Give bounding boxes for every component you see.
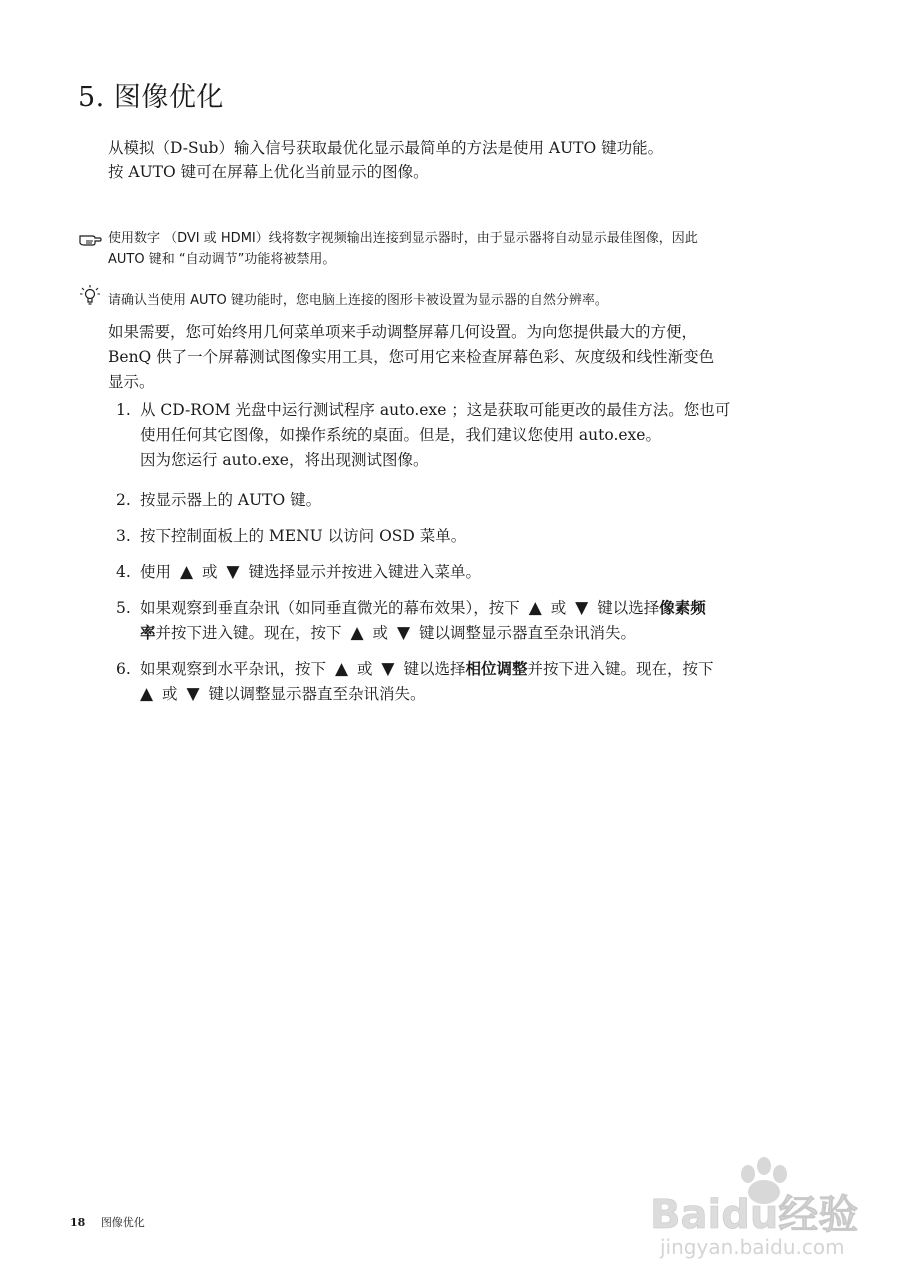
step-text: 如果观察到垂直杂讯（如同垂直微光的幕布效果），按下: [140, 599, 520, 617]
step-text: 键以调整显示器直至杂讯消失。: [418, 624, 636, 642]
up-arrow-icon: ▲: [350, 623, 364, 643]
up-arrow-icon: ▲: [528, 598, 542, 618]
paragraph-line: 显示。: [108, 373, 155, 391]
down-arrow-icon: ▼: [396, 623, 411, 643]
step-number: 2.: [116, 491, 131, 509]
pointing-hand-icon: [78, 228, 102, 250]
step-2: [108, 488, 828, 513]
step-text: 或: [356, 660, 373, 678]
footer-section: 图像优化: [100, 1216, 145, 1229]
step-text: 或: [372, 624, 388, 642]
step-text: 如果观察到水平杂讯，按下: [140, 660, 327, 678]
step-number: 6.: [116, 660, 131, 678]
step-number: 3.: [116, 527, 131, 545]
step-text: 或: [550, 599, 567, 617]
down-arrow-icon: ▼: [575, 598, 589, 618]
note-line: AUTO 键和 “自动调节”功能将被禁用。: [108, 252, 336, 267]
step-text: 键以调整显示器直至杂讯消失。: [208, 685, 426, 703]
menu-term: 率: [140, 624, 156, 642]
step-text: 键以选择: [597, 599, 660, 617]
body-paragraph: [108, 320, 818, 395]
down-arrow-icon: ▼: [226, 562, 240, 582]
down-arrow-icon: ▼: [186, 684, 200, 704]
menu-term: 像素频: [659, 599, 706, 617]
step-text: 或: [162, 685, 178, 703]
note-line: 使用数字 （DVI 或 HDMI）线将数字视频输出连接到显示器时，由于显示器将自动显示最佳图像，因此: [108, 231, 698, 246]
step-3: [108, 524, 828, 549]
intro-line: 从模拟（D-Sub）输入信号获取最优化显示最简单的方法是使用 AUTO 键功能。: [108, 139, 664, 157]
watermark-brand: Baidu经验: [650, 1192, 859, 1238]
step-number: 4.: [116, 563, 131, 581]
up-arrow-icon: ▲: [140, 684, 154, 704]
step-text: 并按下进入键。现在，按下: [155, 624, 342, 642]
lightbulb-icon: [78, 284, 102, 306]
intro-text: [108, 136, 828, 184]
step-line: 从 CD-ROM 光盘中运行测试程序 auto.exe ；这是获取可能更改的最佳方法。您也可: [140, 401, 731, 419]
up-arrow-icon: ▲: [179, 562, 194, 582]
paragraph-line: 如果需要，您可始终用几何菜单项来手动调整屏幕几何设置。为向您提供最大的方便，: [108, 323, 698, 341]
page-footer: [70, 1214, 145, 1230]
watermark-url: jingyan.baidu.com: [660, 1235, 845, 1259]
page-number: 18: [70, 1216, 86, 1229]
step-4: [108, 560, 828, 585]
step-line: 因为您运行 auto.exe，将出现测试图像。: [140, 451, 429, 469]
step-text: 按下控制面板上的 MENU 以访问 OSD 菜单。: [140, 527, 467, 545]
step-text: 键以选择: [403, 660, 466, 678]
step-number: 5.: [116, 599, 131, 617]
section-title: [78, 80, 224, 116]
step-text: 按显示器上的 AUTO 键。: [140, 491, 322, 509]
section-number: 5.: [78, 82, 105, 113]
step-1: [108, 398, 828, 473]
intro-line: 按 AUTO 键可在屏幕上优化当前显示的图像。: [108, 163, 429, 181]
step-text: 并按下进入键。现在，按下: [527, 660, 714, 678]
section-title-text: 图像优化: [113, 82, 224, 113]
down-arrow-icon: ▼: [381, 659, 395, 679]
menu-term: 相位调整: [465, 660, 528, 678]
step-6: [108, 657, 828, 707]
paragraph-line: BenQ 供了一个屏幕测试图像实用工具，您可用它来检查屏幕色彩、灰度级和线性渐变色: [108, 348, 715, 366]
step-text: 或: [201, 563, 218, 581]
up-arrow-icon: ▲: [334, 659, 349, 679]
note-line: 请确认当使用 AUTO 键功能时，您电脑上连接的图形卡被设置为显示器的自然分辨率。: [108, 293, 608, 308]
step-line: 使用任何其它图像，如操作系统的桌面。但是，我们建议您使用 auto.exe。: [140, 426, 661, 444]
step-text: 键选择显示并按进入键进入菜单。: [248, 563, 481, 581]
step-text: 使用: [140, 563, 172, 581]
step-5: [108, 596, 828, 646]
step-number: 1.: [116, 401, 131, 419]
steps-list: [108, 398, 828, 707]
baidu-watermark: [640, 1150, 870, 1260]
